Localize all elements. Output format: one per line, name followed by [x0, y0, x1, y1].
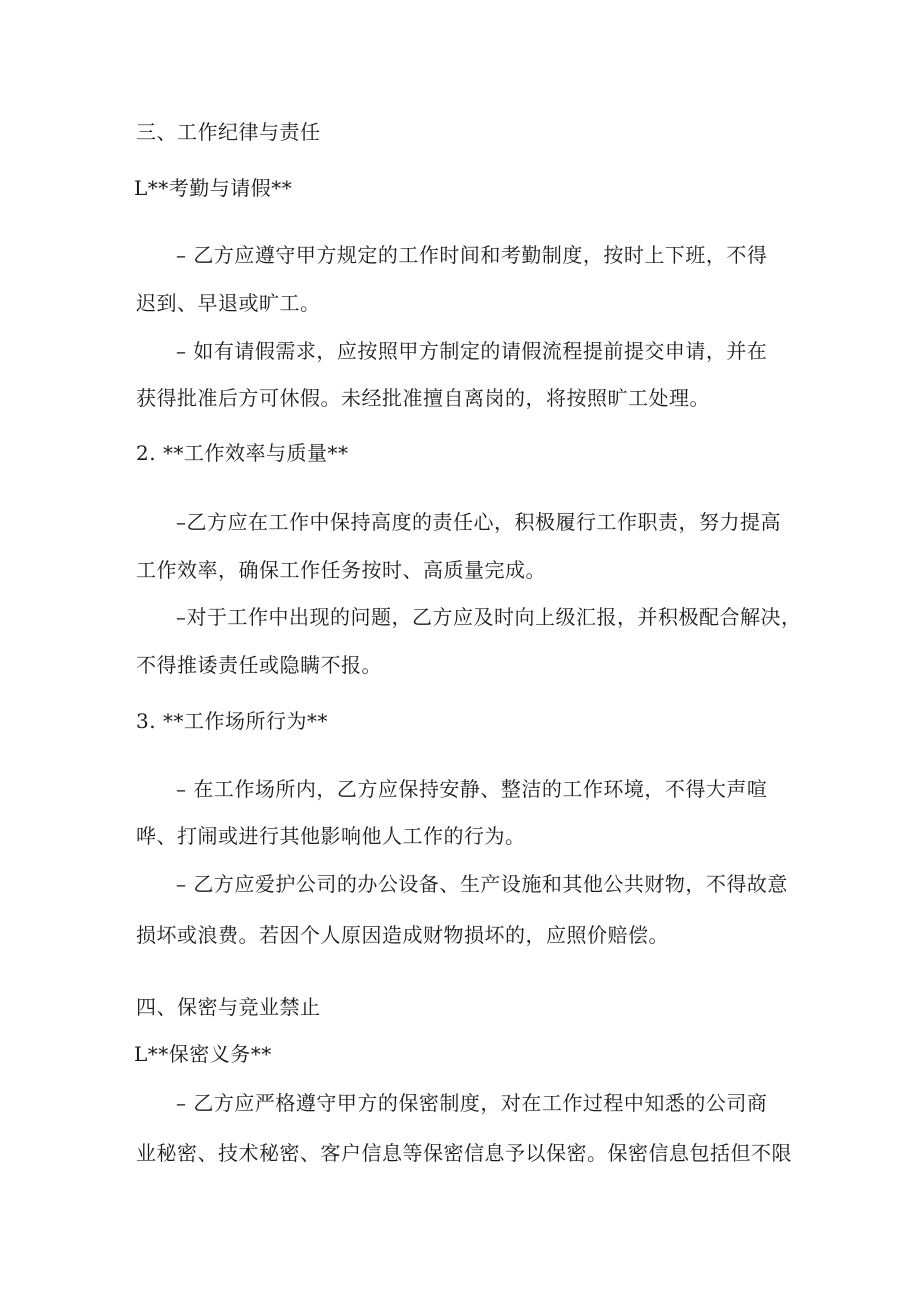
- paragraph-line: 获得批准后方可休假。未经批准擅自离岗的，将按照旷工处理。: [136, 386, 710, 410]
- paragraph-line: 迟到、早退或旷工。: [136, 291, 321, 315]
- paragraph-line: –对于工作中出现的问题，乙方应及时向上级汇报，并积极配合解决，: [176, 605, 802, 629]
- paragraph-line: – 在工作场所内，乙方应保持安静、整洁的工作环境，不得大声喧: [176, 777, 768, 801]
- paragraph-line: – 乙方应严格遵守甲方的保密制度，对在工作过程中知悉的公司商: [176, 1091, 768, 1115]
- subsection-heading-workplace: 3. **工作场所行为**: [136, 709, 328, 733]
- paragraph-line: 哗、打闹或进行其他影响他人工作的行为。: [136, 824, 526, 848]
- paragraph-line: 业秘密、技术秘密、客户信息等保密信息予以保密。保密信息包括但不限: [136, 1141, 792, 1165]
- subsection-heading-attendance: L**考勤与请假**: [134, 176, 293, 200]
- paragraph-line: – 如有请假需求，应按照甲方制定的请假流程提前提交申请，并在: [176, 339, 768, 363]
- paragraph-line: –乙方应在工作中保持高度的责任心，积极履行工作职责，努力提高: [176, 510, 781, 534]
- subsection-heading-confidentiality: L**保密义务**: [134, 1042, 272, 1066]
- section-3-title: 三、工作纪律与责任: [136, 120, 321, 144]
- section-4-title: 四、保密与竞业禁止: [136, 995, 321, 1019]
- subsection-heading-efficiency: 2. **工作效率与质量**: [136, 441, 349, 465]
- paragraph-line: 不得推诿责任或隐瞒不报。: [136, 653, 382, 677]
- paragraph-line: – 乙方应遵守甲方规定的工作时间和考勤制度，按时上下班，不得: [176, 243, 768, 267]
- paragraph-line: 工作效率，确保工作任务按时、高质量完成。: [136, 558, 546, 582]
- paragraph-line: – 乙方应爱护公司的办公设备、生产设施和其他公共财物，不得故意: [176, 872, 788, 896]
- paragraph-line: 损坏或浪费。若因个人原因造成财物损坏的，应照价赔偿。: [136, 923, 669, 947]
